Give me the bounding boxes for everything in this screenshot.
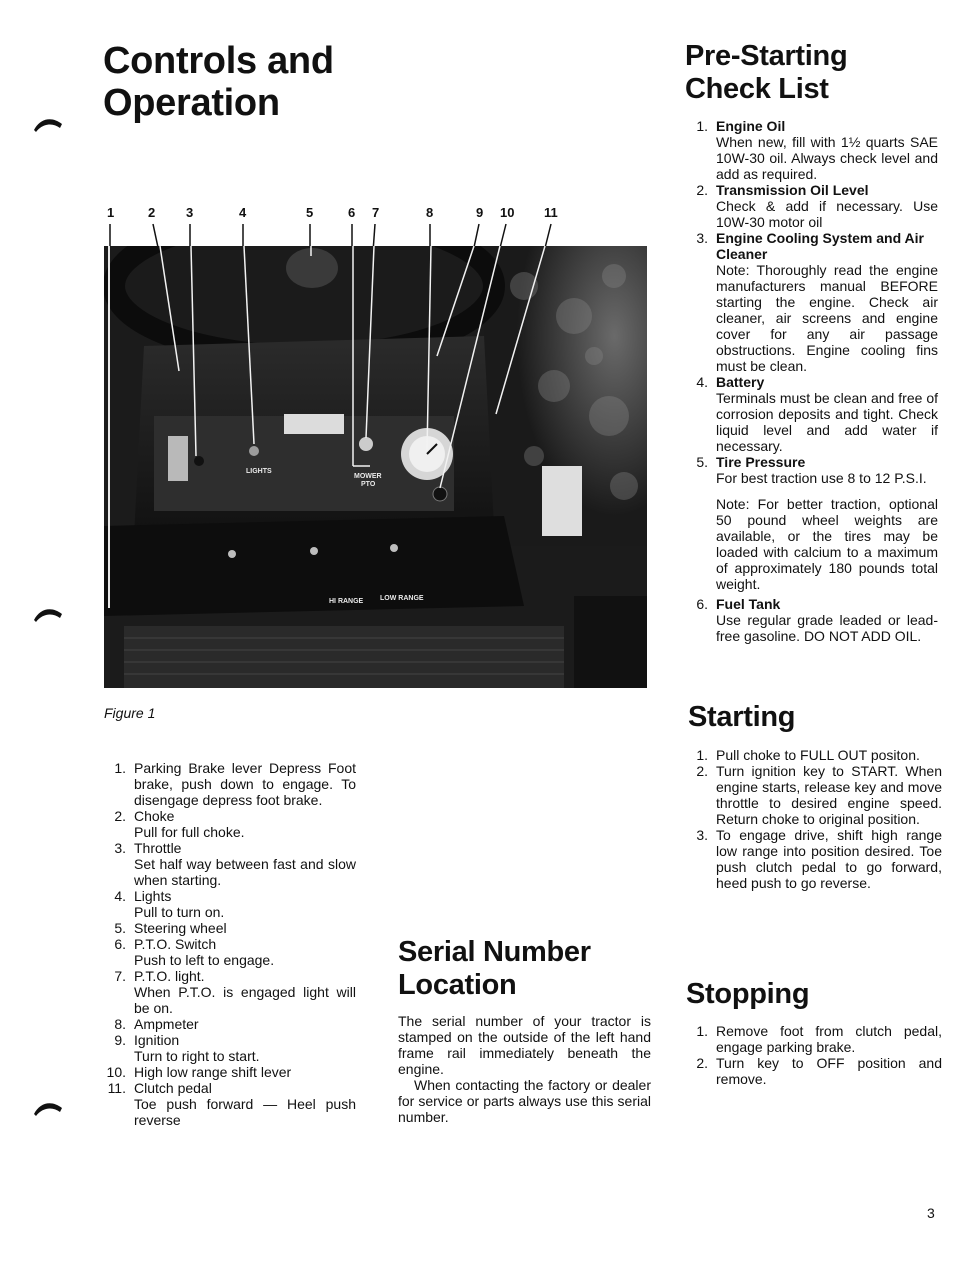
binder-mark-icon [32,1100,64,1118]
serial-number-text [398,1013,651,1125]
hi-range-label: HI RANGE [329,598,364,605]
paragraph: When contacting the factory or dealer for service or parts always use this serial number. [398,1077,651,1125]
callout-number: 2 [148,205,156,220]
list-item: 2. Choke Pull for full choke. [114,808,245,840]
callout-number: 11 [544,205,558,220]
tractor-controls-photo [104,246,647,688]
list-item: 3. Throttle Set half way between fast and slow when starting. [114,840,356,888]
binder-mark-icon [32,116,64,134]
prestart-check-list [686,118,938,644]
list-item: 4. Lights Pull to turn on. [114,888,225,920]
list-item: 9. Ignition Turn to right to start. [114,1032,260,1064]
traction-note: Note: For better traction, optional 50 pound wheel weights are available, or the tires may be loaded with calcium to a maximum of approximately 180 pounds total weight. [716,496,938,592]
serial-number-heading: Serial Number Location [398,936,591,1001]
list-item: 5. Steering wheel [114,920,227,936]
lights-label: LIGHTS [246,468,272,475]
low-range-label: LOW RANGE [380,595,424,602]
binder-mark-icon [32,606,64,624]
list-item: 1. Pull choke to FULL OUT positon. [696,747,920,763]
list-item: 1. Remove foot from clutch pedal, engage parking brake. [696,1023,942,1055]
figure-caption: Figure 1 [104,705,156,721]
pto-label: PTO [361,481,376,488]
list-item: 2. Turn ignition key to START. When engine starts, release key and move throttle to desired engine speed. Return choke to original position. [696,763,942,827]
list-item: 5. Tire Pressure For best traction use 8 to 12 P.S.I. [696,454,927,486]
list-item: 6. P.T.O. Switch Push to left to engage. [114,936,275,968]
starting-list [686,747,942,891]
controls-list [104,760,356,1128]
callout-number: 10 [500,205,515,220]
callout-number: 5 [306,205,314,220]
callout-number: 3 [186,205,194,220]
callout-number: 6 [348,205,356,220]
prestart-heading: Pre-Starting Check List [685,40,848,105]
list-item: 3. Engine Cooling System and Air Cleaner Note: Thoroughly read the engine manufacturers manual BEFORE starting the engine. Check air cleaner, air screens and engine cover for any air passage obstructions. Engine cooling fins must be clean. [696,230,938,374]
page-title-line: Operation [103,82,280,124]
paragraph: The serial number of your tractor is stamped on the outside of the left hand frame rail immediately beneath the engine. [398,1013,651,1077]
page-number: 3 [927,1205,935,1221]
list-item: 10. High low range shift lever [106,1064,292,1080]
list-item: 1. Engine Oil When new, fill with 1½ quarts SAE 10W-30 oil. Always check level and add as required. [696,118,938,182]
list-item: 1. Parking Brake lever Depress Foot brake, push down to engage. To disengage depress foot brake. [114,760,356,808]
starting-heading: Starting [688,701,796,733]
page-title-line: Controls and [103,40,334,82]
list-item: 2. Transmission Oil Level Check & add if necessary. Use 10W-30 motor oil [696,182,938,230]
list-item: 4. Battery Terminals must be clean and free of corrosion deposits and tight. Check liquid level and add water if necessary. [696,374,938,454]
list-item: 11. Clutch pedal Toe push forward — Heel push reverse [107,1080,356,1128]
callout-number: 9 [476,205,484,220]
list-item: 8. Ampmeter [114,1016,199,1032]
stopping-list [686,1023,942,1087]
list-item: 7. P.T.O. light. When P.T.O. is engaged light will be on. [114,968,356,1016]
mower-label: MOWER [354,473,382,480]
list-item: 6. Fuel Tank Use regular grade leaded or lead-free gasoline. DO NOT ADD OIL. [696,596,938,644]
callout-number: 1 [107,205,115,220]
callout-number: 4 [239,205,247,220]
list-item: 3. To engage drive, shift high range low range into position desired. Toe push clutch pedal to go forward, heed push to go reverse. [696,827,942,891]
stopping-heading: Stopping [686,978,810,1010]
page-title [103,40,334,124]
callout-number: 8 [426,205,434,220]
callout-number: 7 [372,205,380,220]
list-item: 2. Turn key to OFF position and remove. [696,1055,942,1087]
